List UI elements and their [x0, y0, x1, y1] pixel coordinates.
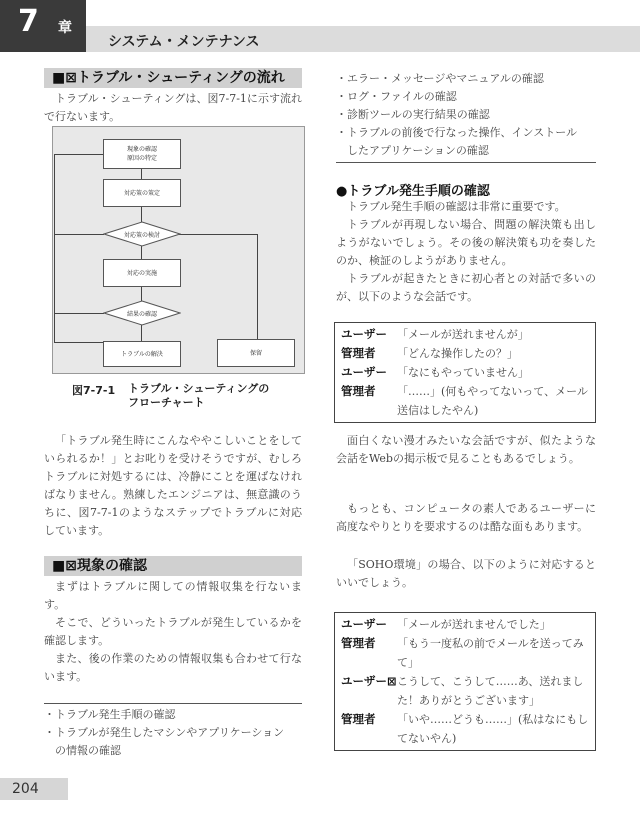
dialog-speaker: 管理者: [341, 384, 376, 398]
dialog-text: 「……」(何もやってないって、メール送信はしたやん): [397, 385, 588, 417]
flow-branch-right: [257, 234, 258, 339]
dialog-speaker: ユーザー: [341, 365, 387, 379]
list-item: ・トラブルの前後で行なった操作、インストール: [336, 126, 578, 139]
flow-box-hold-label: 保留: [249, 349, 262, 357]
dialog-speaker: ユーザー: [341, 327, 387, 341]
dialog-box-1: [334, 322, 596, 423]
flow-box-observe: [103, 139, 181, 169]
list-top-rule: [44, 703, 302, 704]
body-paragraph-1: 「トラブル発生時にこんなややこしいことをしていられるか！」とお叱りを受けそうですが、むしろトラブルに対処するには、冷静にことを運ばなければなりません。熟練したエンジニアは、無意識のうちに、図7-7-1のようなステップでトラブルに対応しています。: [44, 434, 302, 537]
list-item: ・診断ツールの実行結果の確認: [336, 108, 490, 121]
section-heading-troubleshooting-flow: ■⊠トラブル・シューティングの流れ: [44, 68, 302, 88]
figure-caption: [128, 382, 269, 410]
body-paragraph-3: そこで、どういったトラブルが発生しているかを確認します。: [44, 616, 302, 647]
dialog-text: 「もう一度私の前でメールを送ってみて」: [397, 637, 584, 669]
flow-branch-top: [179, 234, 257, 235]
flow-box-execute-label: 対応の実施: [126, 269, 157, 277]
dialog-line: [341, 615, 589, 634]
intro-paragraph: トラブル・シューティングは、図7-7-1に示す流れで行ないます。: [44, 92, 302, 123]
flowchart-figure: [52, 126, 305, 374]
dialog-text: 「いや……どうも……」(私はなにもしてないやん): [397, 713, 589, 745]
chapter-tab: [0, 0, 86, 52]
dialog-text: こうして、こうして……あ、送れました！ありがとうございます」: [397, 675, 584, 707]
dialog-line: [341, 344, 589, 363]
flow-box-resolved: [103, 341, 181, 367]
flow-box-hold: [217, 339, 295, 367]
list-bottom-rule: [336, 162, 596, 163]
right-paragraph-3: トラブルが起きたときに初心者との対話で多いのが、以下のような会話です。: [336, 272, 596, 303]
list-item: の情報の確認: [44, 744, 121, 757]
flow-box-plan: [103, 179, 181, 207]
flow-loop-top: [54, 154, 104, 155]
dialog-speaker: ユーザー⊠: [341, 674, 397, 688]
dialog-text: 「メールが送れませんが」: [397, 328, 529, 341]
list-item: ・トラブル発生手順の確認: [44, 708, 176, 721]
list-item: ・トラブルが発生したマシンやアプリケーション: [44, 726, 285, 739]
flow-branch-mid: [54, 234, 104, 235]
dialog-line: [341, 672, 589, 710]
flow-box-observe-line1: 現象の確認: [126, 146, 157, 153]
flow-diamond-result-label: 結果の確認: [126, 310, 157, 318]
chapter-title: システム・メンテナンス: [108, 34, 260, 50]
flow-branch-left: [54, 313, 104, 314]
figure-caption-number: 図7-7-1: [72, 384, 116, 397]
figure-caption-line2: フローチャート: [128, 396, 205, 409]
section-heading-observe: ■⊠現象の確認: [44, 556, 302, 576]
dialog-text: 「どんな操作したの？」: [397, 347, 518, 360]
dialog-line: [341, 634, 589, 672]
dialog-speaker: 管理者: [341, 636, 376, 650]
dialog-line: [341, 325, 589, 344]
right-paragraph-1: トラブル発生手順の確認は非常に重要です。: [347, 200, 566, 213]
subsection-heading-steps: ●トラブル発生手順の確認: [336, 184, 490, 199]
list-item: ・エラー・メッセージやマニュアルの確認: [336, 72, 544, 85]
dialog-line: [341, 363, 589, 382]
dialog-box-2: [334, 612, 596, 751]
flow-box-plan-label: 対応策の策定: [123, 189, 160, 197]
flow-loop-bottom: [54, 342, 104, 343]
left-checklist: [44, 706, 302, 760]
right-checklist: [336, 70, 596, 160]
figure-caption-line1: トラブル・シューティングの: [128, 382, 270, 395]
flow-box-resolved-label: トラブルの解決: [121, 350, 163, 358]
dialog-text: 「メールが送れませんでした」: [397, 618, 551, 631]
right-paragraph-4: 面白くない漫才みたいな会話ですが、似たような会話をWebの掲示板で見ることもあるでしょう。: [336, 434, 596, 465]
body-paragraph-2: まずはトラブルに関しての情報収集を行ないます。: [44, 580, 302, 611]
dialog-speaker: 管理者: [341, 712, 376, 726]
page-number: 204: [0, 778, 68, 800]
right-paragraph-2: トラブルが再現しない場合、問題の解決策も出しようがないでしょう。その後の解決策も功を奏したのか、検証のしようがありません。: [336, 218, 596, 267]
list-item: ・ログ・ファイルの確認: [336, 90, 457, 103]
dialog-speaker: ユーザー: [341, 617, 387, 631]
dialog-line: [341, 710, 589, 748]
header-bar: [0, 26, 640, 52]
dialog-text: 「なにもやっていません」: [397, 366, 529, 379]
chapter-label: 章: [58, 20, 72, 36]
list-item: したアプリケーションの確認: [336, 144, 489, 157]
chapter-number: 7: [18, 4, 39, 39]
right-paragraph-5: もっとも、コンピュータの素人であるユーザーに高度なやりとりを要求するのは酷な面もあります。: [336, 502, 596, 533]
dialog-speaker: 管理者: [341, 346, 376, 360]
right-paragraph-6: 「SOHO環境」の場合、以下のように対応するといいでしょう。: [336, 558, 596, 589]
dialog-line: [341, 382, 589, 420]
body-paragraph-4: また、後の作業のための情報収集も合わせて行ないます。: [44, 652, 302, 683]
flow-diamond-review-label: 対応策の検討: [123, 231, 160, 239]
flow-box-execute: [103, 259, 181, 287]
flow-box-observe-line2: 原因の特定: [126, 155, 157, 162]
